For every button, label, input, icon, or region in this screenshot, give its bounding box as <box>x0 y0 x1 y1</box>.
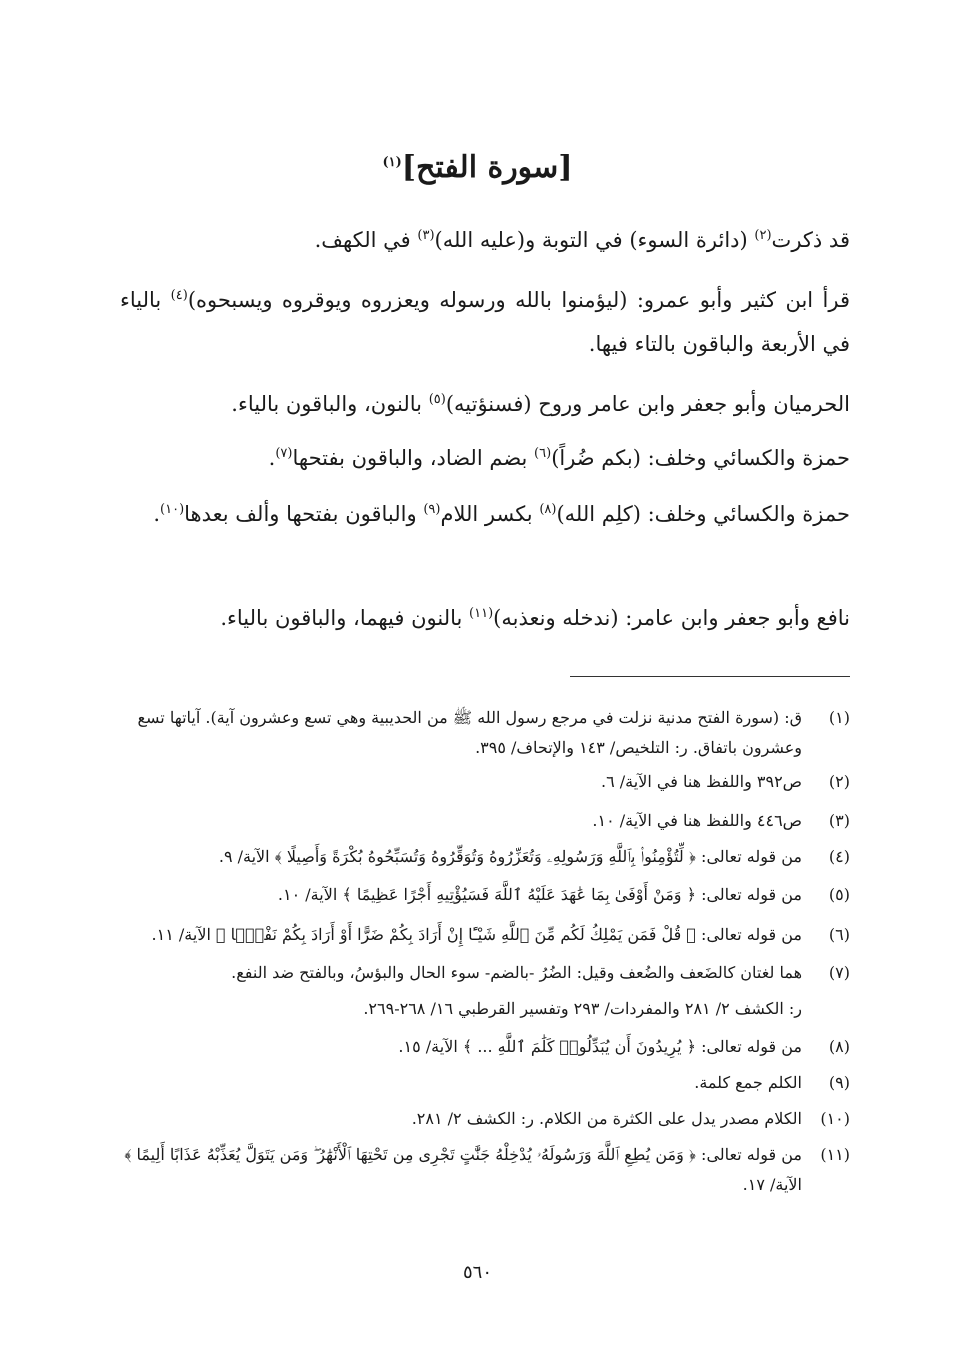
surah-title-text: [سورة الفتح] <box>401 150 573 185</box>
footnote-text: ر: الكشف ٢/ ٢٨١ والمفردات/ ٢٩٣ وتفسير القرطبي ١٦/ ٢٦٨-٢٦٩. <box>363 999 802 1018</box>
footnote-divider <box>570 676 850 677</box>
footnote-number: (٤) <box>828 847 850 866</box>
footnote-text: الكلم جمع كلمة. <box>694 1073 802 1092</box>
text-run: . <box>268 446 276 470</box>
footnote-ref: (١١) <box>469 606 494 621</box>
title-footnote-ref: (١) <box>382 155 402 170</box>
footnote-9 <box>115 1068 850 1098</box>
footnote-text: من قوله تعالى: ﴿ لِّتُؤْمِنُوا۟ بِٱللَّهِ وَرَسُولِهِۦ وَتُعَزِّرُوهُ وَتُوَقِّرُوهُ وَتُسَبِّحُوهُ بُكْرَةً وَأَصِيلًا ﴾ الآية/ ٩. <box>218 847 802 866</box>
text-run: بالياء في الأربعة والباقون بالتاء فيها. <box>120 288 850 356</box>
footnote-10 <box>115 1104 850 1134</box>
text-run: . <box>153 502 161 526</box>
footnote-ref: (١٠) <box>160 502 185 517</box>
footnote-ref: (٨) <box>539 502 557 517</box>
page-number: ٥٦٠ <box>462 1262 492 1283</box>
footnote-11 <box>115 1140 850 1200</box>
footnote-7-continued <box>115 994 850 1024</box>
footnote-number: (٥) <box>828 885 850 904</box>
footnote-ref: (٢) <box>754 228 772 243</box>
paragraph-5 <box>120 492 850 536</box>
text-run: بضم الضاد، والباقون بفتحها <box>292 446 535 470</box>
footnote-6 <box>115 920 850 950</box>
footnote-number: (١٠) <box>820 1109 850 1128</box>
text-run: (دائرة السوء) في التوبة و(عليه الله) <box>434 228 755 252</box>
text-run: الحرميان وأبو جعفر وابن عامر وروح (فسنؤتيه) <box>445 392 850 416</box>
footnote-text: من قوله تعالى: ﴿ وَمَن يُطِعِ ٱللَّهَ وَرَسُولَهُۥ يُدْخِلْهُ جَنَّٰتٍ تَجْرِى مِن تَحْتِهَا ٱلْأَنْهَٰرُ ۖ وَمَن يَتَوَلَّ يُعَذِّبْهُ عَذَابًا أَلِيمًا ﴾ الآية/ ١٧. <box>124 1145 802 1194</box>
footnote-7 <box>115 958 850 988</box>
footnote-8 <box>115 1032 850 1062</box>
footnote-number: (١١) <box>820 1145 850 1164</box>
footnote-text: من قوله تعالى: ﴿ قُلْ فَمَن يَمْلِكُ لَكُم مِّنَ ٱللَّهِ شَيْـًٔا إِنْ أَرَادَ بِكُمْ ضَرًّا أَوْ أَرَادَ بِكُمْ نَفْعًۢا ﴾ الآية/ ١١. <box>151 925 802 944</box>
footnote-ref: (٩) <box>423 502 441 517</box>
footnote-number <box>802 994 850 1024</box>
text-run: قد ذكرت <box>771 228 850 252</box>
footnote-ref: (٤) <box>170 288 188 303</box>
footnote-2 <box>115 767 850 797</box>
footnote-text: ص٤٤٦ واللفظ هنا في الآية/ ١٠. <box>592 811 802 830</box>
footnote-text: ص٣٩٢ واللفظ هنا في الآية/ ٦. <box>601 772 802 791</box>
footnote-text: من قوله تعالى: ﴿ وَمَنْ أَوْفَىٰ بِمَا عَٰهَدَ عَلَيْهُ ٱللَّهَ فَسَيُؤْتِيهِ أَجْرًا عَظِيمًا ﴾ الآية/ ١٠. <box>277 885 802 904</box>
text-run: في الكهف. <box>314 228 418 252</box>
text-run: بالنون فيهما، والباقون بالياء. <box>220 606 470 630</box>
footnote-text: هما لغتان كالضَعف والضُعف وقيل: الضُرُ -بالضم- سوء الحال والبؤسُ، وبالفتح ضد النفع. <box>231 963 802 982</box>
footnote-number: (١) <box>828 708 850 727</box>
footnote-5 <box>115 880 850 910</box>
footnote-number: (٦) <box>828 925 850 944</box>
footnote-3 <box>115 806 850 836</box>
text-run: والباقون بفتحها وألف بعدها <box>184 502 424 526</box>
footnote-4 <box>115 842 850 872</box>
footnote-ref: (٣) <box>417 228 435 243</box>
paragraph-2 <box>120 278 850 366</box>
surah-title <box>0 150 955 185</box>
text-run: بكسر اللام <box>440 502 540 526</box>
footnote-number: (٣) <box>828 811 850 830</box>
footnote-text: من قوله تعالى: ﴿ يُرِيدُونَ أَن يُبَدِّلُوا۟ كَلَٰمَ ٱللَّهِ ... ﴾ الآية/ ١٥. <box>398 1037 802 1056</box>
footnote-text: ق: (سورة الفتح مدنية نزلت في مرجع رسول الله ﷺ من الحديبية وهي تسع وعشرون آية). آياتها تسع وعشرون باتفاق. ر: التلخيص/ ١٤٣ والإتحاف/ ٣٩٥. <box>137 708 802 757</box>
footnote-number: (٨) <box>828 1037 850 1056</box>
paragraph-4 <box>120 436 850 480</box>
text-run: نافع وأبو جعفر وابن عامر: (ندخله ونعذبه) <box>493 606 850 630</box>
paragraph-6 <box>120 596 850 640</box>
paragraph-1 <box>120 218 850 262</box>
text-run: حمزة والكسائي وخلف: (كلِم الله) <box>556 502 850 526</box>
text-run: حمزة والكسائي وخلف: (بكم ضُراً) <box>551 446 850 470</box>
footnote-1 <box>115 703 850 763</box>
footnote-number: (٩) <box>828 1073 850 1092</box>
text-run: قرأ ابن كثير وأبو عمرو: (ليؤمنوا بالله ورسوله ويعزروه ويوقروه ويسبحوه) <box>187 288 850 312</box>
footnote-ref: (٧) <box>275 446 293 461</box>
footnote-text: الكلام مصدر يدل على الكثرة من الكلام. ر: الكشف ٢/ ٢٨١. <box>411 1109 802 1128</box>
footnote-number: (٢) <box>828 772 850 791</box>
footnote-ref: (٥) <box>428 392 446 407</box>
footnote-ref: (٦) <box>534 446 552 461</box>
text-run: بالنون، والباقون بالياء. <box>231 392 429 416</box>
footnote-number: (٧) <box>828 963 850 982</box>
paragraph-3 <box>120 382 850 426</box>
